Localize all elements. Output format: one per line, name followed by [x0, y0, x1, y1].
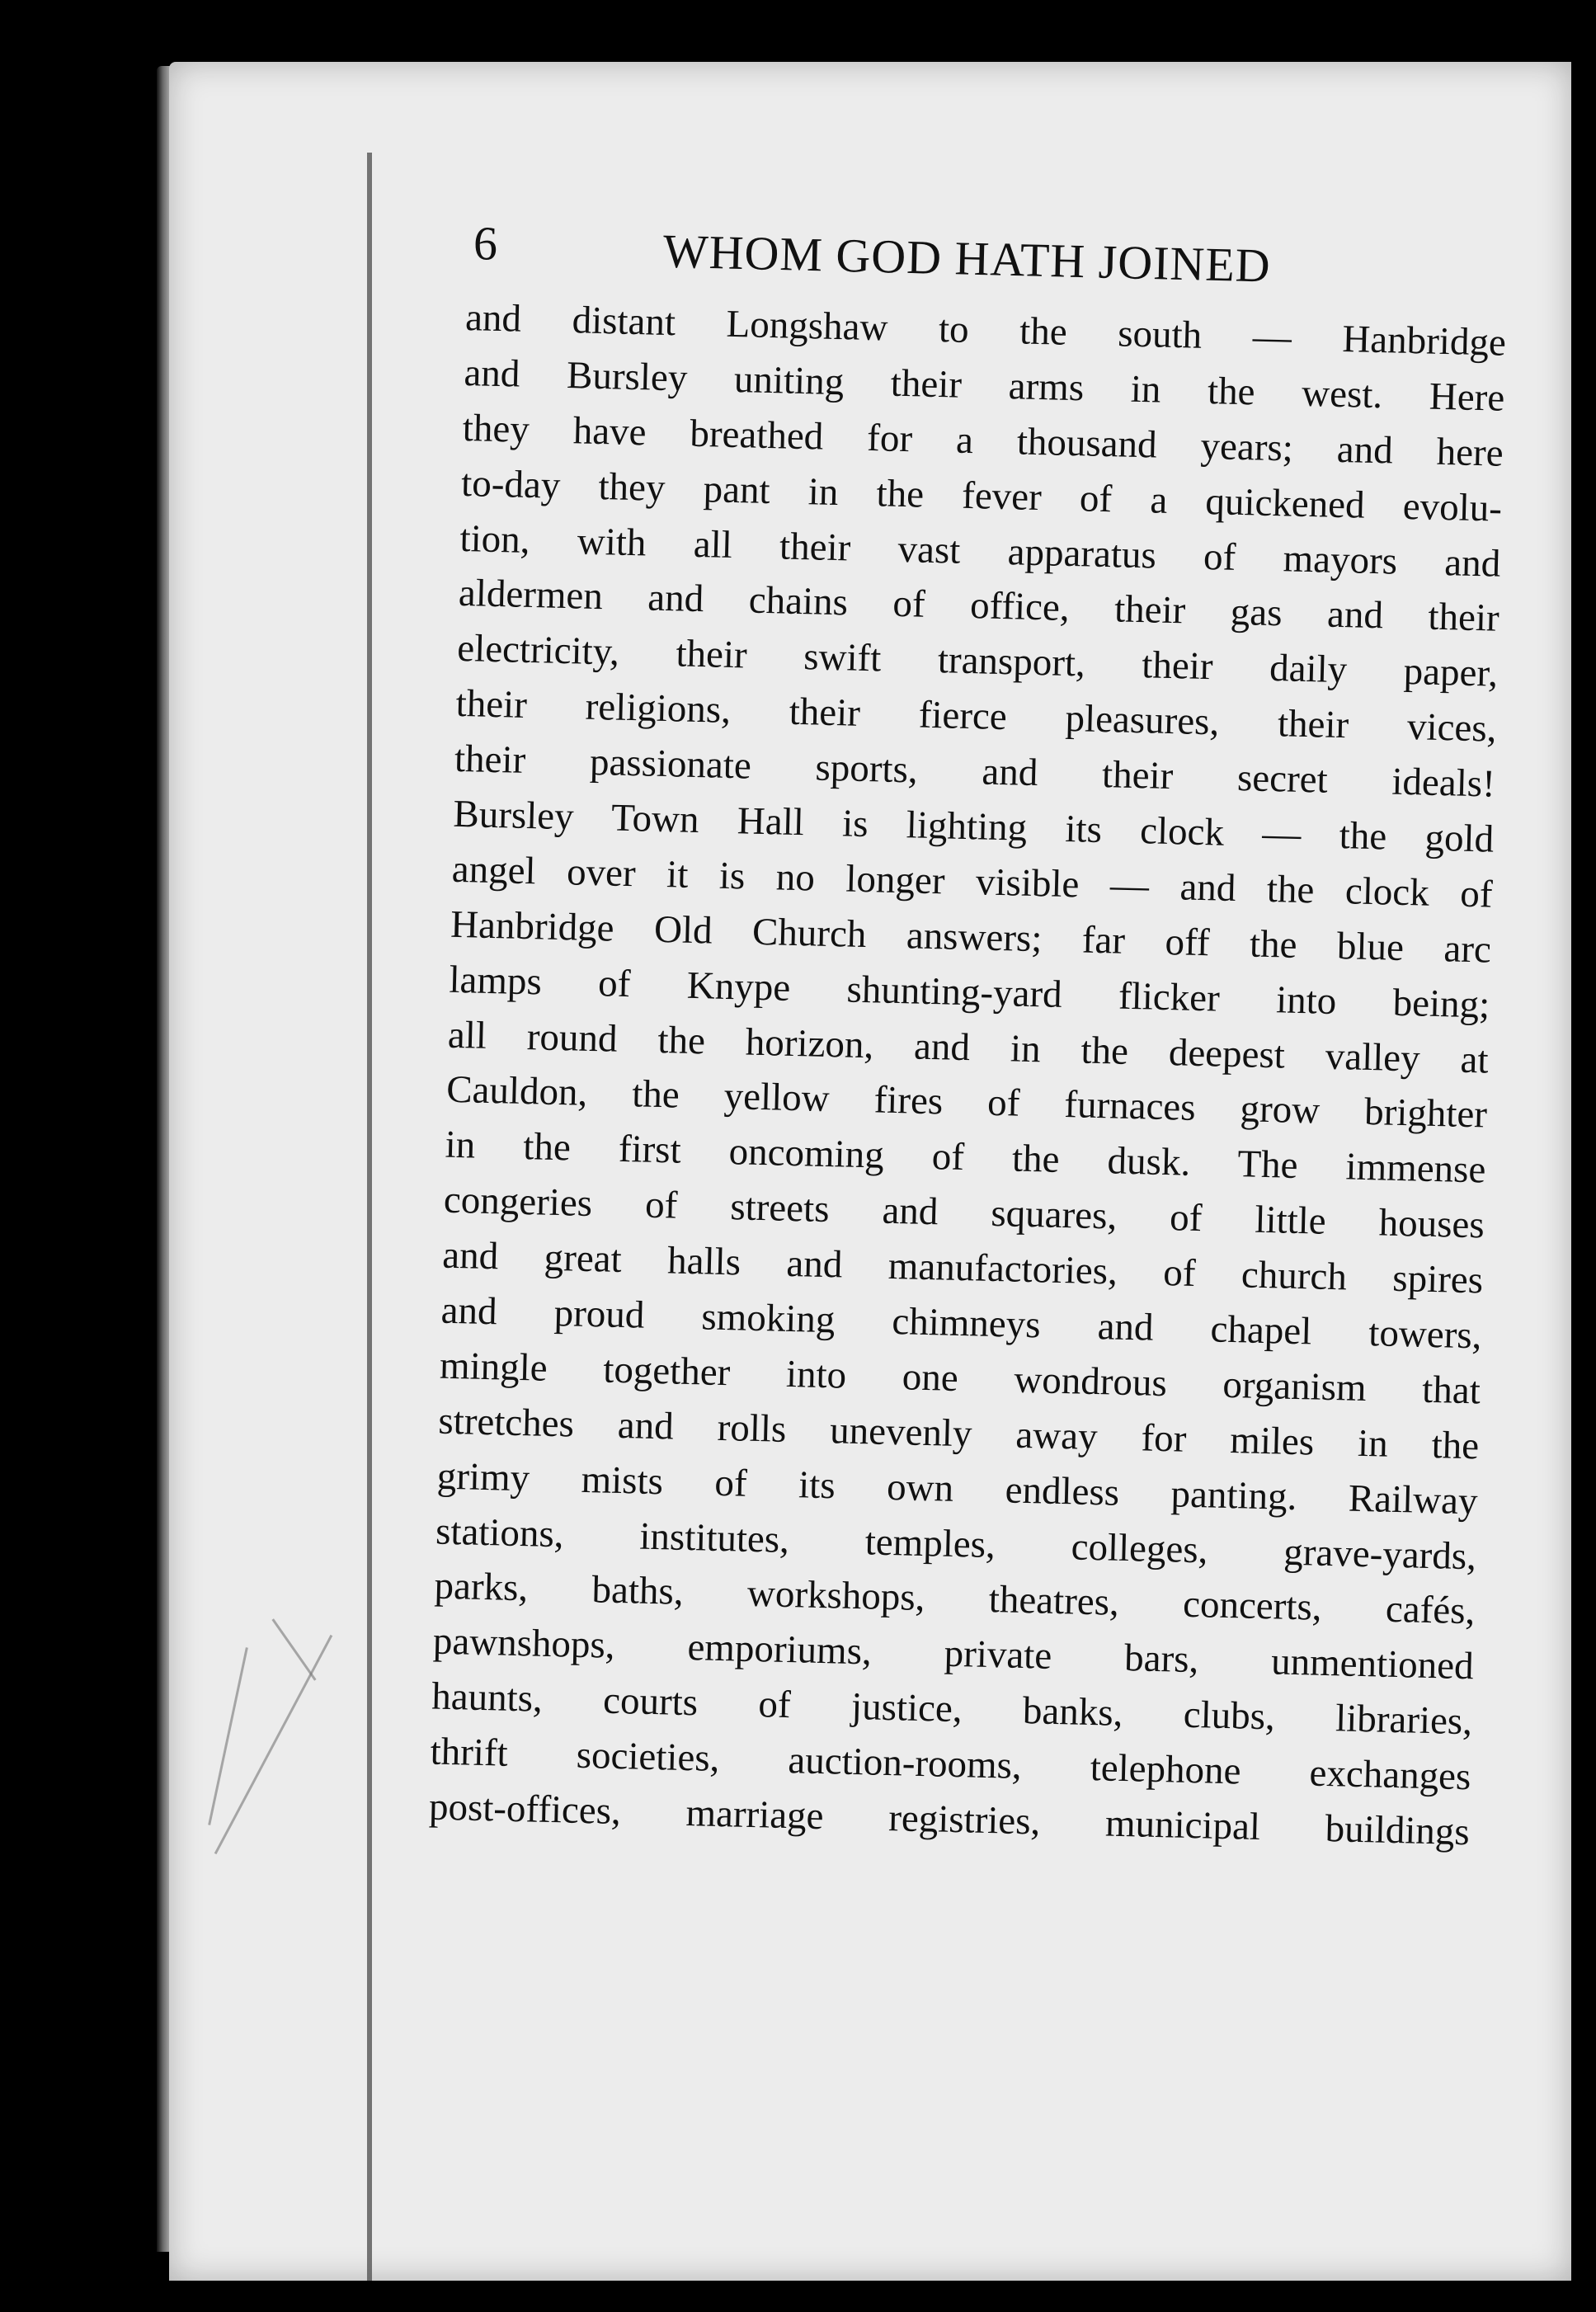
- text-line: Hanbridge Old Church answers; far off the blue arc: [450, 902, 1492, 972]
- body-text: [428, 290, 1506, 1860]
- text-line: their religions, their fierce pleasures, their vices,: [455, 682, 1498, 751]
- page-number: 6: [473, 215, 498, 271]
- text-line: pawnshops, emporiums, private bars, unmentioned: [432, 1619, 1475, 1688]
- spine-shadow: [367, 153, 372, 2281]
- text-line: congeries of streets and squares, of little houses: [443, 1178, 1485, 1247]
- text-line: mingle together into one wondrous organism that: [439, 1344, 1481, 1413]
- text-line: stretches and rolls unevenly away for miles in the: [437, 1399, 1480, 1468]
- text-line: grimy mists of its own endless panting. Railway: [436, 1454, 1479, 1523]
- text-line: aldermen and chains of office, their gas and their: [458, 572, 1500, 641]
- text-line: thrift societies, auction-rooms, telephone exchanges: [430, 1730, 1471, 1799]
- text-line: angel over it is no longer visible — and the clock of: [451, 847, 1494, 916]
- text-line: lamps of Knype shunting-yard flicker into being;: [448, 958, 1490, 1027]
- text-line: and proud smoking chimneys and chapel towers,: [440, 1288, 1483, 1358]
- pencil-mark: [214, 1635, 332, 1854]
- text-line: in the first oncoming of the dusk. The immense: [445, 1123, 1486, 1192]
- text-line: haunts, courts of justice, banks, clubs, libraries,: [431, 1674, 1473, 1744]
- text-line: all round the horizon, and in the deepest valley at: [447, 1013, 1490, 1082]
- text-line: their passionate sports, and their secret ideals!: [454, 737, 1496, 806]
- text-line: to-day they pant in the fever of a quickened evolu-: [460, 461, 1503, 530]
- running-title: WHOM GOD HATH JOINED: [662, 224, 1272, 293]
- text-line: Bursley Town Hall is lighting its clock — the gold: [452, 792, 1495, 861]
- text-line: parks, baths, workshops, theatres, concerts, cafés,: [433, 1565, 1476, 1633]
- text-line: and Bursley uniting their arms in the west. Here: [463, 351, 1505, 420]
- text-line: they have breathed for a thousand years; and here: [462, 406, 1504, 475]
- text-line: tion, with all their vast apparatus of mayors and: [459, 516, 1501, 586]
- text-line: Cauldon, the yellow fires of furnaces grow brighter: [445, 1068, 1488, 1137]
- text-line: stations, institutes, temples, colleges, grave-yards,: [435, 1509, 1477, 1578]
- pencil-mark: [271, 1618, 316, 1680]
- text-line: and great halls and manufactories, of church spires: [441, 1233, 1484, 1302]
- text-line: and distant Longshaw to the south — Hanbridge: [464, 295, 1507, 365]
- text-line: electricity, their swift transport, their daily paper,: [456, 627, 1499, 696]
- text-line: post-offices, marriage registries, municipal buildings: [428, 1785, 1471, 1854]
